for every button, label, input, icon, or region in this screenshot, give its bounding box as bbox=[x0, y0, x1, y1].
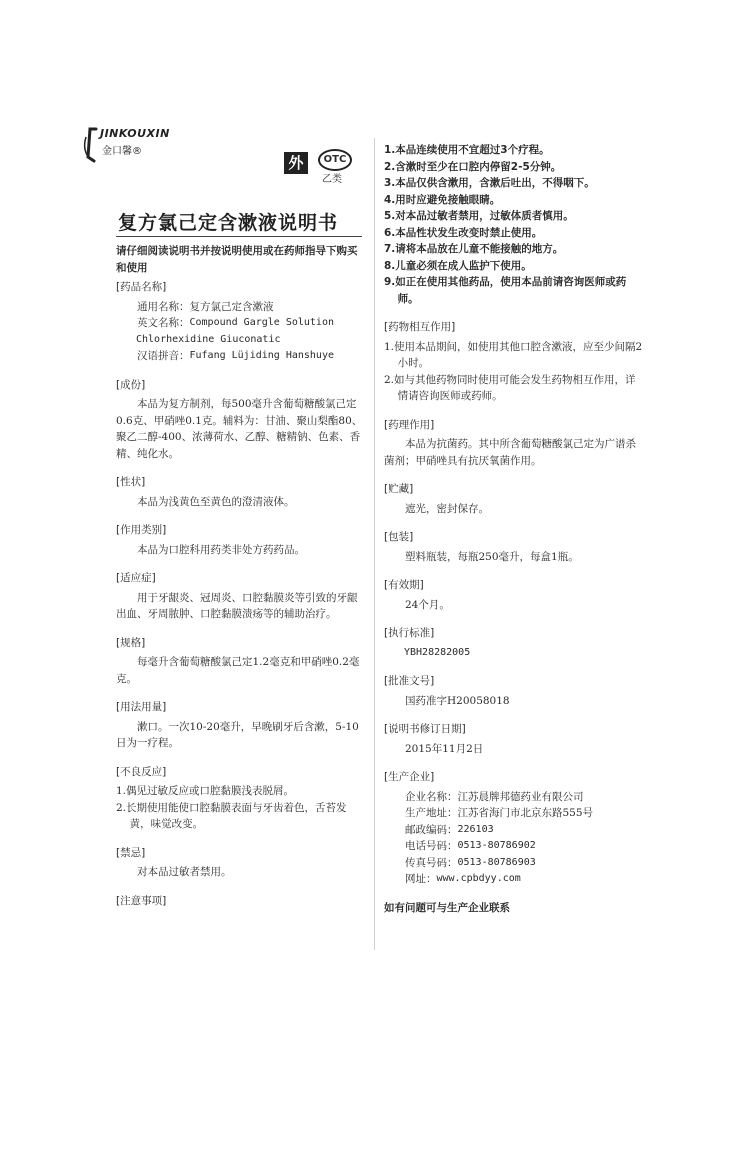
list-item: 3.本品仅供含漱用，含漱后吐出，不得咽下。 bbox=[384, 177, 595, 189]
website-row bbox=[384, 871, 646, 888]
contact-note: 如有问题可与生产企业联系 bbox=[384, 901, 510, 914]
field-label: 通用名称： bbox=[137, 300, 190, 313]
otc-badge: OTC bbox=[318, 149, 352, 171]
left-column bbox=[116, 243, 366, 921]
section-text: 24个月。 bbox=[405, 598, 450, 611]
section-pharmacology bbox=[384, 417, 646, 470]
section-heading: [生产企业] bbox=[384, 771, 435, 783]
section-text: 本品为抗菌药。其中所含葡萄糖酸氯己定为广谱杀菌剂；甲硝唑具有抗厌氧菌作用。 bbox=[384, 438, 636, 467]
section-ingredients bbox=[116, 377, 366, 463]
field-value: 0513-80786903 bbox=[457, 856, 536, 868]
section-heading: [药物相互作用] bbox=[384, 321, 456, 333]
brand-logo bbox=[82, 127, 192, 167]
list-item: 6.本品性状发生改变时禁止使用。 bbox=[384, 226, 543, 239]
right-column bbox=[384, 142, 646, 916]
section-text: 塑料瓶装，每瓶250毫升，每盒1瓶。 bbox=[405, 550, 579, 563]
pinyin-name-row bbox=[116, 348, 366, 365]
field-value: 江苏省海门市北京东路555号 bbox=[457, 807, 594, 819]
section-specification bbox=[116, 635, 366, 688]
section-package bbox=[384, 529, 646, 565]
section-precautions bbox=[116, 893, 366, 910]
section-text: 2015年11月2日 bbox=[405, 742, 484, 755]
section-drug-name bbox=[116, 279, 366, 365]
field-value: Fufang Lüjiding Hanshuye bbox=[189, 350, 334, 361]
section-appearance bbox=[116, 474, 366, 510]
brand-name-cn: 金口馨® bbox=[102, 146, 142, 157]
list-item: 7.请将本品放在儿童不能接触的地方。 bbox=[384, 243, 564, 255]
field-label: 传真号码： bbox=[405, 856, 458, 869]
section-heading: [贮藏] bbox=[384, 483, 414, 495]
section-heading: [性状] bbox=[116, 476, 146, 488]
fax-row bbox=[384, 855, 646, 872]
field-value: Compound Gargle Solution bbox=[189, 317, 334, 328]
usage-notice: 请仔细阅读说明书并按说明使用或在药师指导下购买和使用 bbox=[116, 245, 358, 274]
list-item: 5.对本品过敏者禁用，过敏体质者慎用。 bbox=[384, 210, 574, 222]
section-text: 本品为浅黄色至黄色的澄清液体。 bbox=[137, 495, 295, 508]
english-name-line-2: Chlorhexidine Giuconatic bbox=[136, 333, 281, 345]
section-text: YBH28282005 bbox=[404, 646, 471, 658]
field-label: 电话号码： bbox=[405, 840, 458, 852]
section-heading: [批准文号] bbox=[384, 675, 435, 687]
section-heading: [注意事项] bbox=[116, 894, 167, 907]
list-item: 1.偶见过敏反应或口腔黏膜浅表脱屑。 bbox=[116, 785, 295, 797]
column-divider bbox=[374, 138, 375, 950]
section-storage bbox=[384, 481, 646, 517]
section-text: 用于牙龈炎、冠周炎、口腔黏膜炎等引致的牙龈出血、牙周脓肿、口腔黏膜溃疡等的辅助治疗。 bbox=[116, 591, 358, 620]
section-heading: [包装] bbox=[384, 531, 414, 543]
field-value: 复方氯己定含漱液 bbox=[189, 300, 274, 313]
section-heading: [说明书修订日期] bbox=[384, 723, 466, 735]
section-heading: [作用类别] bbox=[116, 524, 167, 536]
section-standard bbox=[384, 625, 646, 661]
otc-class-label: 乙类 bbox=[322, 174, 342, 185]
list-item: 1.本品连续使用不宜超过3个疗程。 bbox=[384, 144, 550, 156]
zip-row bbox=[384, 822, 646, 839]
field-label: 生产地址： bbox=[405, 807, 458, 819]
section-heading: [用法用量] bbox=[116, 701, 167, 713]
title-divider bbox=[116, 236, 362, 237]
section-heading: [不良反应] bbox=[116, 765, 167, 778]
brand-name-en: JINKOUXIN bbox=[100, 127, 170, 140]
section-validity bbox=[384, 577, 646, 613]
section-dosage bbox=[116, 699, 366, 752]
section-indications bbox=[116, 570, 366, 623]
section-category bbox=[116, 522, 366, 558]
section-manufacturer bbox=[384, 769, 646, 888]
section-heading: [规格] bbox=[116, 636, 146, 649]
section-heading: [适应症] bbox=[116, 572, 156, 584]
field-label: 网址： bbox=[405, 873, 437, 885]
list-item: 9.如正在使用其他药品，使用本品前请咨询医师或药师。 bbox=[384, 276, 627, 305]
company-name-row bbox=[384, 789, 646, 806]
english-name-row bbox=[116, 315, 366, 332]
section-text: 每毫升含葡萄糖酸氯己定1.2毫克和甲硝唑0.2毫克。 bbox=[116, 656, 360, 685]
section-text: 本品为口腔科用药类非处方药药品。 bbox=[137, 543, 305, 556]
address-row bbox=[384, 805, 646, 822]
list-item: 8.儿童必须在成人监护下使用。 bbox=[384, 259, 532, 272]
section-heading: [药品名称] bbox=[116, 281, 167, 293]
section-contraindications bbox=[116, 845, 366, 881]
section-heading: [成份] bbox=[116, 378, 146, 391]
list-item: 2.含漱时至少在口腔内停留2-5分钟。 bbox=[384, 160, 562, 173]
section-text: 本品为复方制剂，每500毫升含葡萄糖酸氯己定0.6克、甲硝唑0.1克。辅料为：甘油、聚山梨酯80、聚乙二醇-400、浓薄荷水、乙醇、糖精钠、色素、香精、纯化水。 bbox=[116, 398, 363, 460]
section-approval bbox=[384, 673, 646, 709]
generic-name-row bbox=[116, 299, 366, 316]
field-label: 邮政编码： bbox=[405, 823, 458, 836]
section-heading: [执行标准] bbox=[384, 627, 435, 639]
field-label: 企业名称： bbox=[405, 790, 458, 803]
precautions-list bbox=[384, 142, 646, 307]
section-heading: [禁忌] bbox=[116, 846, 146, 859]
list-item: 4.用时应避免接触眼睛。 bbox=[384, 193, 501, 206]
section-text: 对本品过敏者禁用。 bbox=[137, 866, 232, 878]
field-label: 英文名称： bbox=[137, 317, 190, 329]
list-item: 2.如与其他药物同时使用可能会发生药物相互作用，详情请咨询医师或药师。 bbox=[384, 373, 636, 402]
field-value: 0513-80786902 bbox=[457, 840, 536, 851]
website-link[interactable]: www.cpbdyy.com bbox=[436, 873, 521, 884]
list-item: 1.使用本品期间，如使用其他口腔含漱液，应至少间隔2小时。 bbox=[384, 340, 643, 369]
field-value: 226103 bbox=[457, 823, 494, 835]
section-heading: [有效期] bbox=[384, 579, 424, 591]
document-title: 复方氯己定含漱液说明书 bbox=[118, 212, 339, 234]
field-value: 江苏晨牌邦德药业有限公司 bbox=[457, 790, 584, 803]
section-text: 遮光，密封保存。 bbox=[405, 502, 489, 515]
section-revision-date bbox=[384, 721, 646, 757]
external-use-badge: 外 bbox=[284, 152, 308, 174]
section-text: 漱口。一次10-20毫升，早晚刷牙后含漱，5-10日为一疗程。 bbox=[116, 720, 359, 749]
section-interactions bbox=[384, 319, 646, 405]
list-item: 2.长期使用能使口腔黏膜表面与牙齿着色，舌苔发黄，味觉改变。 bbox=[116, 801, 347, 830]
section-text: 国药准字H20058018 bbox=[405, 694, 510, 707]
phone-row bbox=[384, 838, 646, 855]
section-adverse-reactions bbox=[116, 764, 366, 833]
field-label: 汉语拼音： bbox=[137, 350, 190, 362]
section-heading: [药理作用] bbox=[384, 418, 435, 431]
